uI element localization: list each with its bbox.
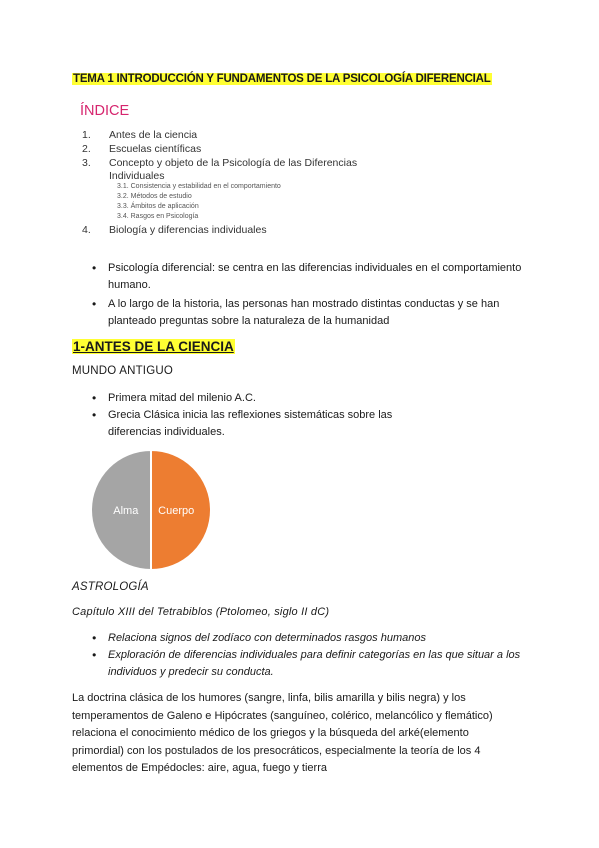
astrology-heading: ASTROLOGÍA xyxy=(72,581,149,593)
paragraph-line: relaciona el conocimiento médico de los griegos y la búsqueda del arké(elemento xyxy=(72,727,469,739)
toc-text: Antes de la ciencia xyxy=(109,129,198,141)
index-heading: ÍNDICE xyxy=(80,103,130,119)
toc-text: Biología y diferencias individuales xyxy=(109,224,267,236)
section-bullet-list xyxy=(92,390,392,441)
toc-item xyxy=(82,129,197,141)
toc-subitem: 3.3. Ámbitos de aplicación xyxy=(117,203,199,210)
toc-item xyxy=(82,170,164,182)
pie-label-alma: Alma xyxy=(113,505,139,517)
astrology-bullet-list xyxy=(92,630,520,681)
toc-item xyxy=(82,224,267,236)
pie-label-cuerpo: Cuerpo xyxy=(158,505,195,517)
astrology-source: Capítulo XIII del Tetrabiblos (Ptolomeo, siglo II dC) xyxy=(72,606,330,618)
toc-item xyxy=(82,157,357,169)
paragraph-line: La doctrina clásica de los humores (sangre, linfa, bilis amarilla y bilis negra) y los xyxy=(72,692,466,704)
list-item: • Relaciona signos del zodíaco con determinados rasgos humanos xyxy=(92,630,520,647)
toc-subitem: 3.1. Consistencia y estabilidad en el comportamiento xyxy=(117,183,281,190)
toc-text: Individuales xyxy=(109,170,165,182)
toc-subitem: 3.2. Métodos de estudio xyxy=(117,193,192,200)
list-item: • Psicología diferencial: se centra en las diferencias individuales en el comportamiento humano. xyxy=(92,260,521,294)
toc-text: Escuelas científicas xyxy=(109,143,202,155)
intro-bullet-list xyxy=(92,260,521,330)
toc-number: 1. xyxy=(82,129,91,141)
section-subheading: MUNDO ANTIGUO xyxy=(72,365,173,377)
document-title: TEMA 1 INTRODUCCIÓN Y FUNDAMENTOS DE LA PSICOLOGÍA DIFERENCIAL xyxy=(73,73,491,85)
paragraph-line: elementos de Empédocles: aire, agua, fuego y tierra xyxy=(72,762,327,774)
section-heading: 1-ANTES DE LA CIENCIA xyxy=(73,339,234,354)
paragraph-line: primordial) con los postulados de los presocráticos, especialmente la teoría de los 4 xyxy=(72,744,481,757)
paragraph-line: temperamentos de Galeno e Hipócrates (sanguíneo, colérico, melancólico y flemático) xyxy=(72,709,493,722)
list-item: • Grecia Clásica inicia las reflexiones sistemáticas sobre las diferencias individuales. xyxy=(92,407,392,441)
toc-item xyxy=(82,143,201,155)
toc-text: Concepto y objeto de la Psicología de las Diferencias xyxy=(109,157,358,169)
list-item: • A lo largo de la historia, las personas han mostrado distintas conductas y se han planteado preguntas sobre la naturaleza de la humanidad xyxy=(92,296,521,330)
toc-number: 2. xyxy=(82,143,91,155)
humors-paragraph xyxy=(72,690,532,778)
alma-cuerpo-pie-chart xyxy=(88,447,214,573)
toc-number: 4. xyxy=(82,224,91,236)
toc-number: 3. xyxy=(82,157,91,169)
toc-subitem: 3.4. Rasgos en Psicología xyxy=(117,213,199,220)
list-item: • Primera mitad del milenio A.C. xyxy=(92,390,392,407)
list-item: • Exploración de diferencias individuales para definir categorías en las que situar a los individuos y predecir su conducta. xyxy=(92,647,520,681)
